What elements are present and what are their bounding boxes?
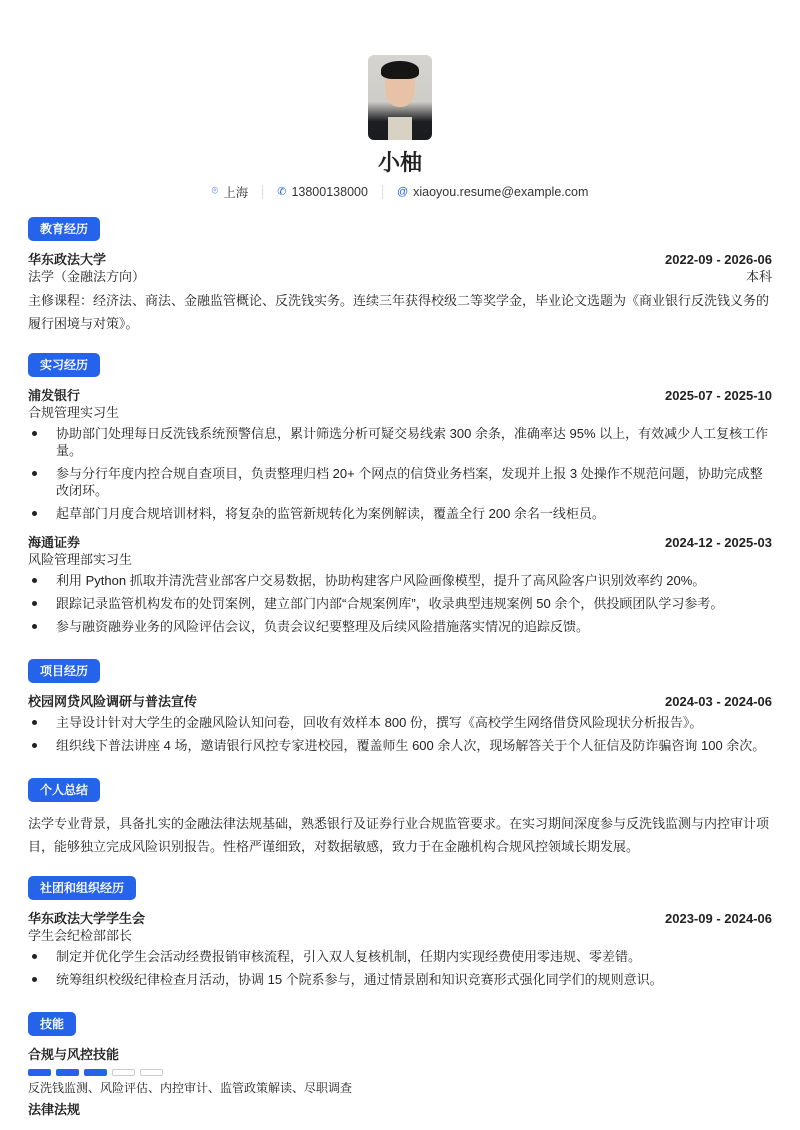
skill-level-empty [112, 1069, 135, 1076]
section-badge-internship: 实习经历 [28, 353, 100, 377]
degree: 本科 [745, 269, 772, 284]
skill-level-empty [140, 1069, 163, 1076]
project-name: 校园网贷风险调研与普法宣传 [28, 694, 198, 709]
bullet-item: 跟踪记录监管机构发布的处罚案例，建立部门内部“合规案例库”，收录典型违规案例 50 余个，供投顾团队学习参考。 [28, 595, 772, 612]
divider [262, 185, 263, 199]
internship-entry [28, 387, 772, 522]
internship-entry [28, 534, 772, 635]
section-badge-clubs: 社团和组织经历 [28, 876, 136, 900]
section-badge-education: 教育经历 [28, 217, 100, 241]
internship-dates: 2024-12 - 2025-03 [665, 535, 772, 550]
skill-title: 合规与风控技能 [28, 1047, 120, 1062]
section-skills [28, 994, 772, 1119]
section-badge-summary: 个人总结 [28, 778, 100, 802]
club-role: 学生会纪检部部长 [28, 928, 133, 943]
contact-location [212, 183, 249, 201]
skill-level-filled [28, 1069, 51, 1076]
bullet-item: 统筹组织校级纪律检查月活动，协调 15 个院系参与，通过情景剧和知识竞赛形式强化同学们的规则意识。 [28, 971, 772, 988]
section-internship [28, 335, 772, 635]
skill-description: 反洗钱监测、风险评估、内控审计、监管政策解读、尽职调查 [28, 1081, 353, 1095]
skill-level-filled [84, 1069, 107, 1076]
education-dates: 2022-09 - 2026-06 [665, 252, 772, 267]
contact-email[interactable] [397, 185, 588, 199]
internship-dates: 2025-07 - 2025-10 [665, 388, 772, 403]
project-dates: 2024-03 - 2024-06 [665, 694, 772, 709]
bullet-item: 组织线下普法讲座 4 场，邀请银行风控专家进校园，覆盖师生 600 余人次，现场解答关于个人征信及防诈骗咨询 100 余次。 [28, 737, 772, 754]
bullet-item: 参与分行年度内控合规自查项目，负责整理归档 20+ 个网点的信贷业务档案，发现并上报 3 处操作不规范问题，协助完成整改闭环。 [28, 465, 772, 499]
bullet-item: 制定并优化学生会活动经费报销审核流程，引入双人复核机制，任期内实现经费使用零违规、零差错。 [28, 948, 772, 965]
section-projects [28, 641, 772, 754]
phone-icon: ✆ [277, 186, 287, 198]
skill-entry [28, 1046, 772, 1096]
role: 风险管理部实习生 [28, 552, 133, 567]
divider [382, 185, 383, 199]
bullet-item: 主导设计针对大学生的金融风险认知问卷，回收有效样本 800 份，撰写《高校学生网络借贷风险现状分析报告》。 [28, 714, 772, 731]
school-name: 华东政法大学 [28, 252, 107, 267]
section-clubs [28, 858, 772, 988]
candidate-name: 小柚 [377, 150, 422, 175]
summary-text: 法学专业背景，具备扎实的金融法律法规基础，熟悉银行及证券行业合规监管要求。在实习期间深度参与反洗钱监测与内控审计项目，能够独立完成风险识别报告。性格严谨细致，对数据敏感，致力于在金融机构合规风控领域长期发展。 [28, 816, 770, 854]
education-description: 主修课程：经济法、商法、金融监管概论、反洗钱实务。连续三年获得校级二等奖学金，毕业论文选题为《商业银行反洗钱义务的履行困境与对策》。 [28, 293, 770, 331]
skill-level-filled [56, 1069, 79, 1076]
bullet-item: 起草部门月度合规培训材料，将复杂的监管新规转化为案例解读，覆盖全行 200 余名一线柜员。 [28, 505, 772, 522]
company-name: 海通证券 [28, 535, 81, 550]
company-name: 浦发银行 [28, 388, 81, 403]
bullet-item: 参与融资融券业务的风险评估会议，负责会议纪要整理及后续风险措施落实情况的追踪反馈。 [28, 618, 772, 635]
contact-phone [277, 185, 368, 199]
bullet-item: 利用 Python 抓取并清洗营业部客户交易数据，协助构建客户风险画像模型，提升了高风险客户识别效率约 20%。 [28, 572, 772, 589]
email-text[interactable]: xiaoyou.resume@example.com [413, 184, 589, 199]
major: 法学（金融法方向） [28, 269, 146, 284]
profile-photo [368, 55, 432, 140]
section-education [28, 199, 772, 335]
section-summary [28, 760, 772, 858]
role: 合规管理实习生 [28, 405, 120, 420]
section-badge-skills: 技能 [28, 1012, 76, 1036]
resume-header [28, 0, 772, 199]
phone-text: 13800138000 [291, 184, 368, 199]
skill-level-bars [28, 1069, 772, 1076]
section-badge-projects: 项目经历 [28, 659, 100, 683]
location-text: 上海 [223, 185, 249, 200]
bullet-item: 协助部门处理每日反洗钱系统预警信息，累计筛选分析可疑交易线索 300 余条，准确率达 95% 以上，有效减少人工复核工作量。 [28, 425, 772, 459]
contact-info [28, 184, 772, 199]
skill-title: 法律法规 [28, 1102, 81, 1117]
location-pin-icon: ⌾ [211, 185, 219, 197]
club-name: 华东政法大学学生会 [28, 911, 146, 926]
at-icon: @ [396, 185, 409, 198]
club-dates: 2023-09 - 2024-06 [665, 911, 772, 926]
